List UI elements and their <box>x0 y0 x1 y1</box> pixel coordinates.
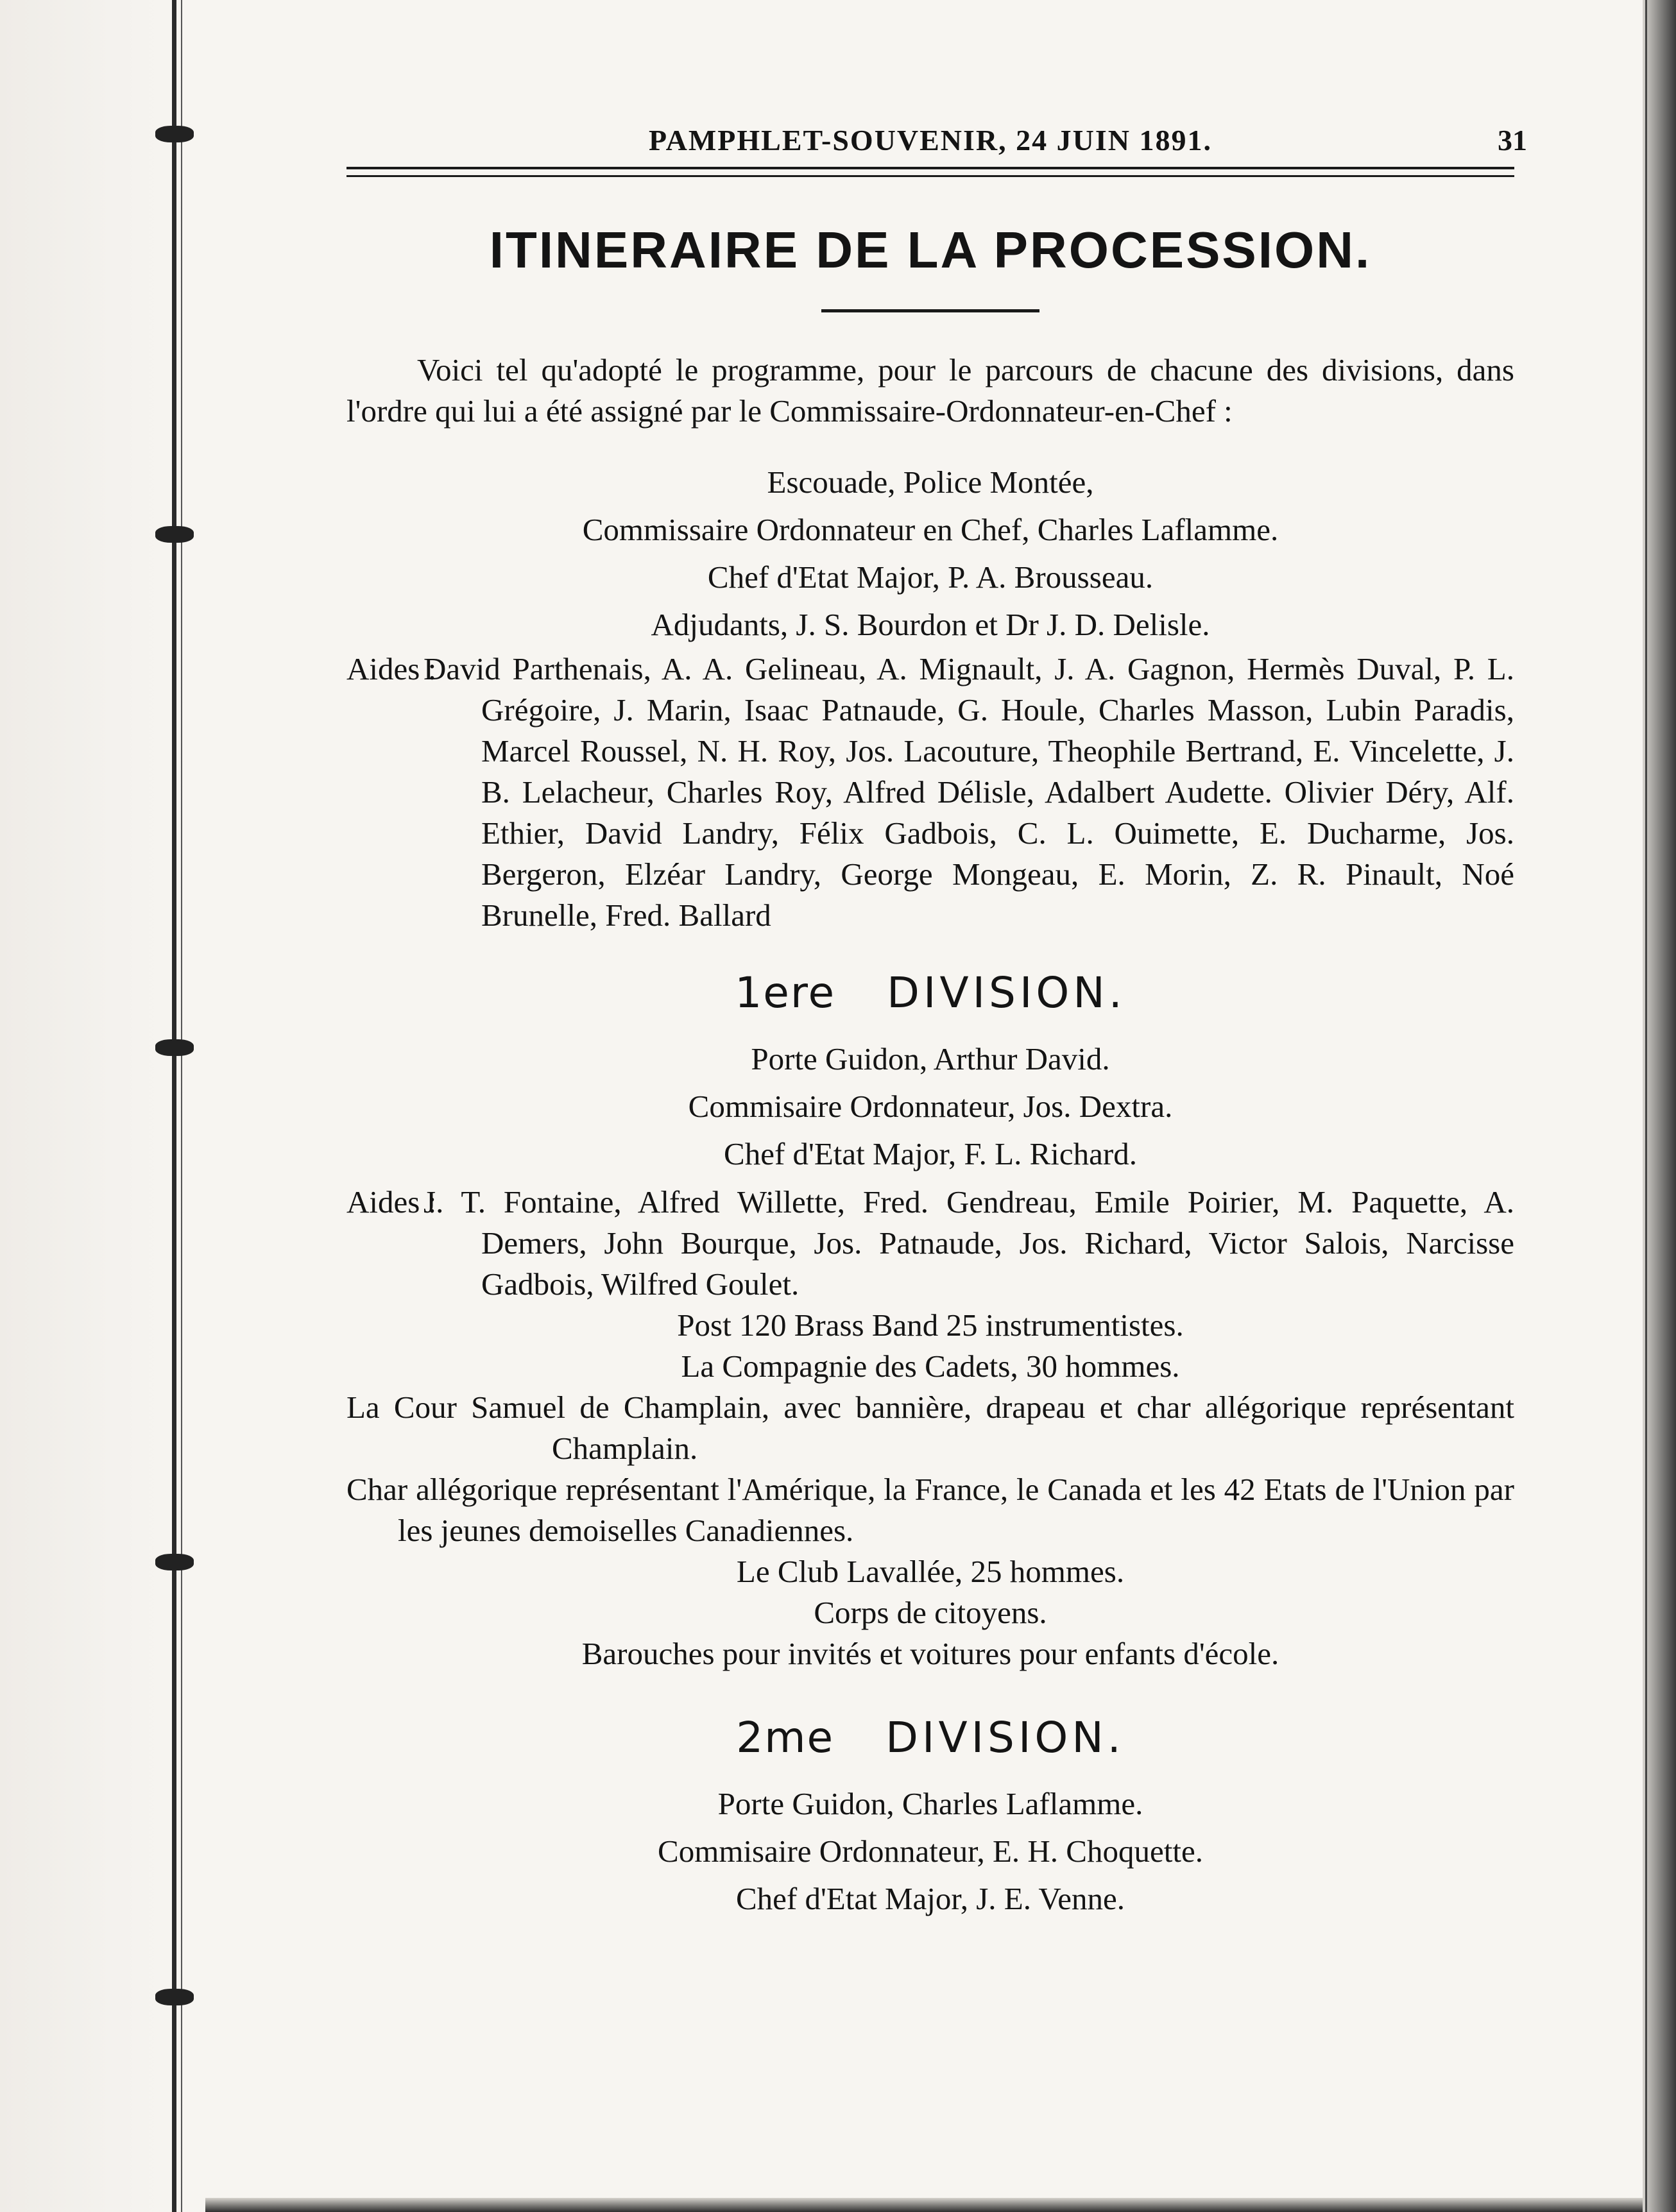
binding-stitch <box>155 526 194 543</box>
header-double-rule <box>346 167 1514 177</box>
binding-edge <box>181 0 182 2212</box>
aides-names: J. T. Fontaine, Alfred Willette, Fred. Gendreau, Emile Poirier, M. Paquette, A. Demers, John Bourque, Jos. Patnaude, Jos. Richard, Victor Salois, Narcisse Gadbois, Wilfred Goulet. <box>423 1184 1514 1302</box>
state-line: Escouade, Police Montée, <box>767 464 1094 500</box>
division-heading <box>346 968 1514 1017</box>
scan-left-margin <box>0 0 192 2212</box>
division-line: Chef d'Etat Major, F. L. Richard. <box>724 1136 1137 1171</box>
division-number: 2me <box>736 1713 835 1762</box>
binding-stitch <box>155 1989 194 2005</box>
state-line: Chef d'Etat Major, P. A. Brousseau. <box>707 559 1154 595</box>
division-item: Corps de citoyens. <box>814 1595 1047 1630</box>
state-aides <box>346 649 1514 936</box>
state-section <box>346 459 1514 936</box>
division2-section <box>346 1780 1514 1923</box>
page-edge-bottom <box>205 2198 1643 2212</box>
page-title: ITINERAIRE DE LA PROCESSION. <box>489 221 1372 278</box>
division-item: Post 120 Brass Band 25 instrumentistes. <box>677 1307 1184 1343</box>
division-number: 1ere <box>735 968 836 1017</box>
aides-names: David Parthenais, A. A. Gelineau, A. Mignault, J. A. Gagnon, Hermès Duval, P. L. Grégoire, J. Marin, Isaac Patnaude, G. Houle, Charles Masson, Lubin Paradis, Marcel Roussel, N. H. Roy, Jos. Lacouture, Theophile Bertrand, E. Vincelette, J. B. Lelacheur, Charles Roy, Alfred Délisle, Adalbert Audette. Olivier Déry, Alf. Ethier, David Landry, Félix Gadbois, C. L. Ouimette, E. Ducharme, Jos. Bergeron, Elzéar Landry, George Mongeau, E. Morin, Z. R. Pinault, Noé Brunelle, Fred. Ballard <box>423 651 1514 933</box>
division-line: Commisaire Ordonnateur, E. H. Choquette. <box>658 1833 1203 1869</box>
binding-stitch <box>155 1039 194 1056</box>
division-line: Porte Guidon, Arthur David. <box>751 1041 1110 1076</box>
binding-stitch <box>155 1554 194 1570</box>
division-word: DIVISION. <box>887 968 1126 1017</box>
aides-label: Aides : <box>346 651 437 686</box>
binding-stitch <box>155 126 194 142</box>
division-item: La Cour Samuel de Champlain, avec bannière, drapeau et char allégorique représentant Champlain. <box>346 1390 1514 1466</box>
page-body <box>346 109 1527 1923</box>
division-word: DIVISION. <box>885 1713 1125 1762</box>
division-item: Barouches pour invités et voitures pour enfants d'école. <box>581 1636 1279 1671</box>
division-line: Commisaire Ordonnateur, Jos. Dextra. <box>688 1089 1173 1124</box>
page-header <box>346 109 1527 167</box>
division-heading <box>346 1713 1514 1762</box>
page-number: 31 <box>1498 124 1527 157</box>
state-line: Adjudants, J. S. Bourdon et Dr J. D. Delisle. <box>651 607 1210 642</box>
title-rule <box>821 309 1039 312</box>
division-item: Le Club Lavallée, 25 hommes. <box>736 1554 1125 1589</box>
division-line: Chef d'Etat Major, J. E. Venne. <box>735 1881 1125 1916</box>
binding-thread <box>172 0 176 2212</box>
division-item: La Compagnie des Cadets, 30 hommes. <box>681 1348 1180 1384</box>
division1-section <box>346 1035 1514 1674</box>
running-title: PAMPHLET-SOUVENIR, 24 JUIN 1891. <box>648 124 1212 157</box>
state-line: Commissaire Ordonnateur en Chef, Charles Laflamme. <box>582 512 1279 547</box>
division-line: Porte Guidon, Charles Laflamme. <box>717 1786 1143 1821</box>
division-aides <box>346 1182 1514 1305</box>
page-edge-right <box>1643 0 1676 2212</box>
division-item: Char allégorique représentant l'Amérique, la France, le Canada et les 42 Etats de l'Union par les jeunes demoiselles Canadiennes. <box>346 1472 1514 1548</box>
intro-paragraph: Voici tel qu'adopté le programme, pour le parcours de chacune des divisions, dans l'ordre qui lui a été assigné par le Commissaire-Ordonnateur-en-Chef : <box>346 352 1514 429</box>
aides-label: Aides : <box>346 1184 437 1220</box>
